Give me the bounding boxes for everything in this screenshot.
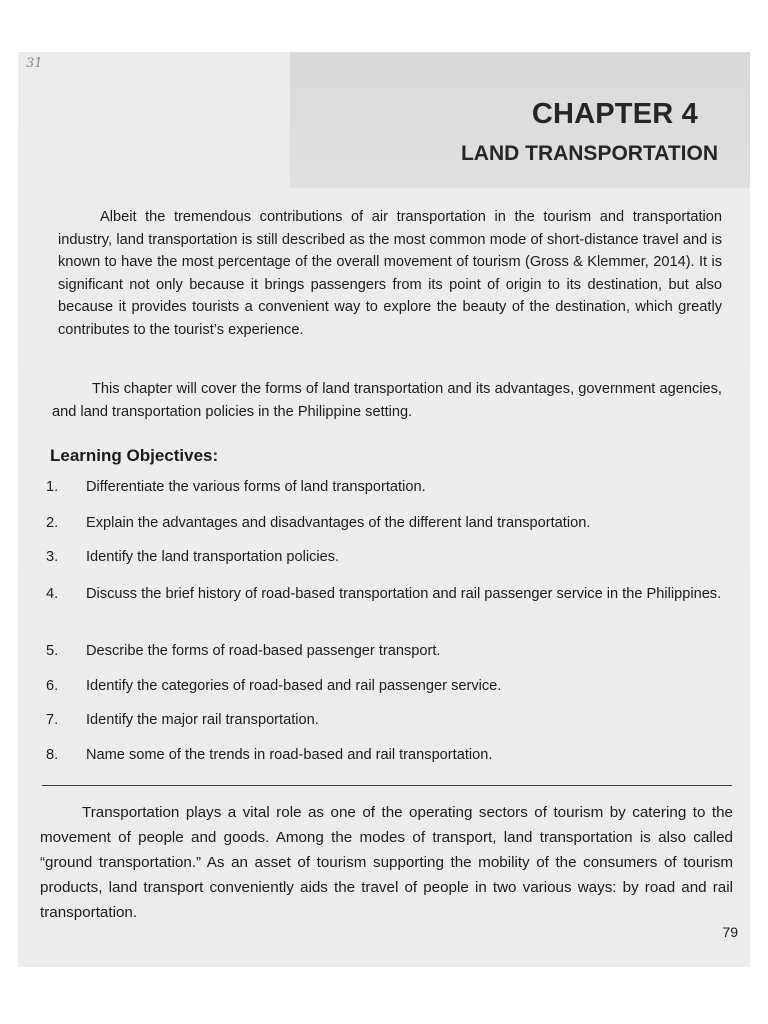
objective-item xyxy=(46,546,726,568)
objective-number: 1. xyxy=(46,479,59,495)
objective-number: 5. xyxy=(46,643,59,659)
objective-text: Name some of the trends in road-based and rail transportation. xyxy=(86,747,493,763)
objective-text: Identify the land transportation policies. xyxy=(86,549,340,565)
objective-item xyxy=(46,675,726,697)
objective-item xyxy=(46,709,726,731)
objective-item xyxy=(46,476,726,498)
objective-number: 8. xyxy=(46,747,59,763)
objective-text: Identify the major rail transportation. xyxy=(86,712,319,728)
objective-number: 7. xyxy=(46,712,59,728)
objective-number: 3. xyxy=(46,549,59,565)
objective-item xyxy=(46,640,726,662)
section-divider xyxy=(42,785,732,786)
chapter-title: CHAPTER 4 xyxy=(531,98,698,130)
objective-item xyxy=(46,512,726,534)
chapter-scope-paragraph: This chapter will cover the forms of land transportation and its advantages, government agencies, and land transportation policies in the Philippine setting. xyxy=(52,381,722,420)
objective-number: 4. xyxy=(46,586,59,602)
objective-text: Identify the categories of road-based and rail passenger service. xyxy=(86,678,502,694)
intro-paragraph: Albeit the tremendous contributions of air transportation in the tourism and transportation industry, land transportation is still described as the most common mode of short-distance travel and is known to have the most percentage of the overall movement of tourism (Gross & Klemmer, 2014). It is significant not only because it brings passengers from its point of origin to its destination, but also because it provides tourists a convenient way to explore the beauty of the destination, which greatly contributes to the tourist’s experience. xyxy=(58,209,722,338)
objective-text: Describe the forms of road-based passenger transport. xyxy=(86,643,441,659)
transportation-paragraph: Transportation plays a vital role as one of the operating sectors of tourism by catering to the movement of people and goods. Among the modes of transport, land transportation is also called “ground transportation.” As an asset of tourism supporting the mobility of the consumers of tourism products, land transport conveniently aids the travel of people in two various ways: by road and rail transportation. xyxy=(40,804,733,921)
objective-number: 2. xyxy=(46,515,59,531)
objective-text: Discuss the brief history of road-based transportation and rail passenger service in the Philippines. xyxy=(86,586,722,602)
objective-item xyxy=(46,583,726,605)
objective-text: Differentiate the various forms of land transportation. xyxy=(86,479,426,495)
objective-number: 6. xyxy=(46,678,59,694)
page-number: 79 xyxy=(722,924,738,940)
handwritten-corner-mark: 31 xyxy=(26,56,43,71)
chapter-subtitle: LAND TRANSPORTATION xyxy=(460,142,718,165)
learning-objectives-heading: Learning Objectives: xyxy=(50,446,219,465)
objective-item xyxy=(46,744,726,766)
objective-text: Explain the advantages and disadvantages of the different land transportation. xyxy=(86,515,591,531)
